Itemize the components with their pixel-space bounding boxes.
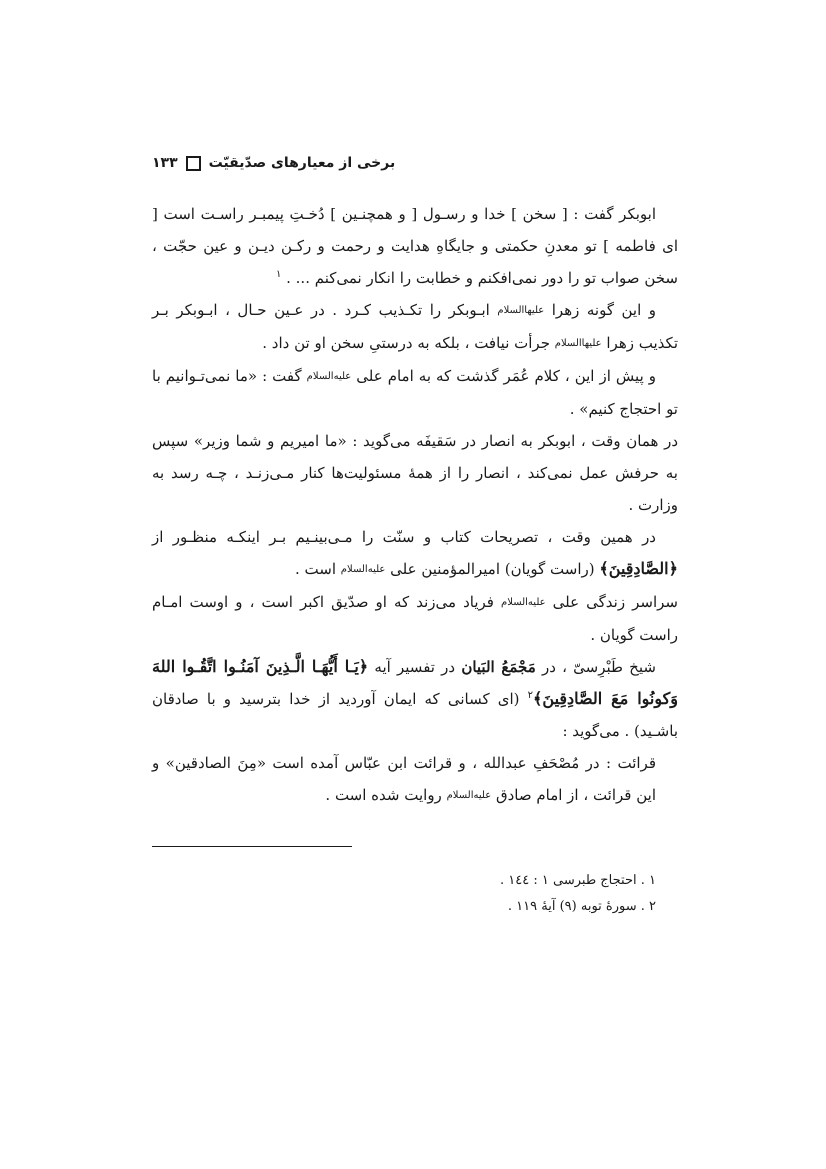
running-header [152, 150, 678, 176]
paragraph-2: و این گونه زهرا علیهاالسلام ابـوبکر را تکـذیب کـرد . در عـین حـال ، ابـوبکر بـر تکذیب زهرا علیهاالسلام جرأت نیافت ، بلکه به درستیِ سخن او تن داد . [152, 301, 678, 352]
honorific-mark: علیه‌السلام [446, 790, 492, 801]
footnote-ref-2[interactable]: ۲ [527, 690, 534, 701]
honorific-mark: علیهاالسلام [497, 305, 545, 316]
paragraph-7: شیخ طَبْرِسیّ ، در مَجْمَعُ البَیان در تفسیر آیه ﴿یَـا أَیُّهَـا الَّـذِینَ آمَنُـوا اتَّقُـوا اللهَ وَکونُوا مَعَ الصَّادِقِینَ﴾$^۲$ (ای کسانی که ایمان آوردید از خدا بترسید و با صادقان باشـید) . می‌گوید : [152, 657, 678, 740]
honorific-mark: علیه‌السلام [340, 564, 386, 575]
paragraph-4: در همان وقت ، ابوبکر به انصار در سَقیفَه می‌گوید : «ما امیریم و شما وزیر» سپس به حرفش عمل نمی‌کند ، انصار را از همهٔ مسئولیت‌ها کنار مـی‌زنـد ، چـه رسد به وزارت . [152, 432, 678, 514]
honorific-mark: علیه‌السلام [501, 597, 546, 608]
paragraph-5: در همین وقت ، تصریحات کتاب و سنّت را مـی‌بینـیم بـر اینکـه منظـور از ﴿الصَّادِقِینَ﴾ (راست گویان) امیرالمؤمنین علی علیه‌السلام است . [152, 528, 678, 578]
footnote-divider [152, 846, 352, 847]
page [152, 0, 678, 1169]
page-number: ۱۳۳ [152, 155, 178, 171]
header-title: برخی از معیارهای صدّیقیّت [208, 155, 396, 171]
footnotes [152, 868, 656, 920]
footnote-ref-1[interactable]: ۱ [275, 269, 282, 280]
paragraph-3: و پیش از این ، کلام عُمَر گذشت که به امام علی علیه‌السلام گفت : «ما نمی‌تـوانیم با تو احتجاج کنیم» . [152, 367, 678, 418]
honorific-mark: علیهاالسلام [554, 338, 602, 349]
footnote-1: ۱ . احتجاج طبرسی ۱ : ۱٤٤ . [500, 873, 656, 888]
header-square-icon [186, 156, 201, 171]
footnote-2: ۲ . سورهٔ توبه (۹) آیهٔ ۱۱۹ . [507, 899, 656, 914]
paragraph-1: ابوبکر گفت : [ سخن ] خدا و رسـول [ و همچنـین ] دُخـتِ پیمبـر راسـت است [ ای فاطمه ] تو معدنِ حکمتی و جایگاهِ هدایت و رحمت و رکـن دیـن و عین حجّت ، سخن صواب تو را دور نمی‌افکنم و خطابت را انکار نمی‌کنم ... . $^۱$ [152, 205, 678, 287]
paragraph-8: قرائت : در مُصْحَفِ عبدالله ، و قرائت ابن عبّاس آمده است «مِنَ الصادقین» و این قرائت ، از امام صادق علیه‌السلام روایت شده است . [152, 754, 656, 804]
quran-verse: ﴿یَـا أَیُّهَـا الَّـذِینَ آمَنُـوا اتَّقُـوا اللهَ وَکونُوا مَعَ الصَّادِقِینَ﴾ [152, 657, 678, 708]
quran-quote: ﴿الصَّادِقِینَ﴾ [599, 559, 678, 578]
honorific-mark: علیه‌السلام [306, 371, 352, 382]
paragraph-6: سراسر زندگی علی علیه‌السلام فریاد می‌زند که او صدّیق اکبر است ، و اوست امـام راست گویان . [152, 593, 678, 644]
book-title: مَجْمَعُ البَیان [461, 658, 536, 676]
body-text [152, 198, 678, 812]
